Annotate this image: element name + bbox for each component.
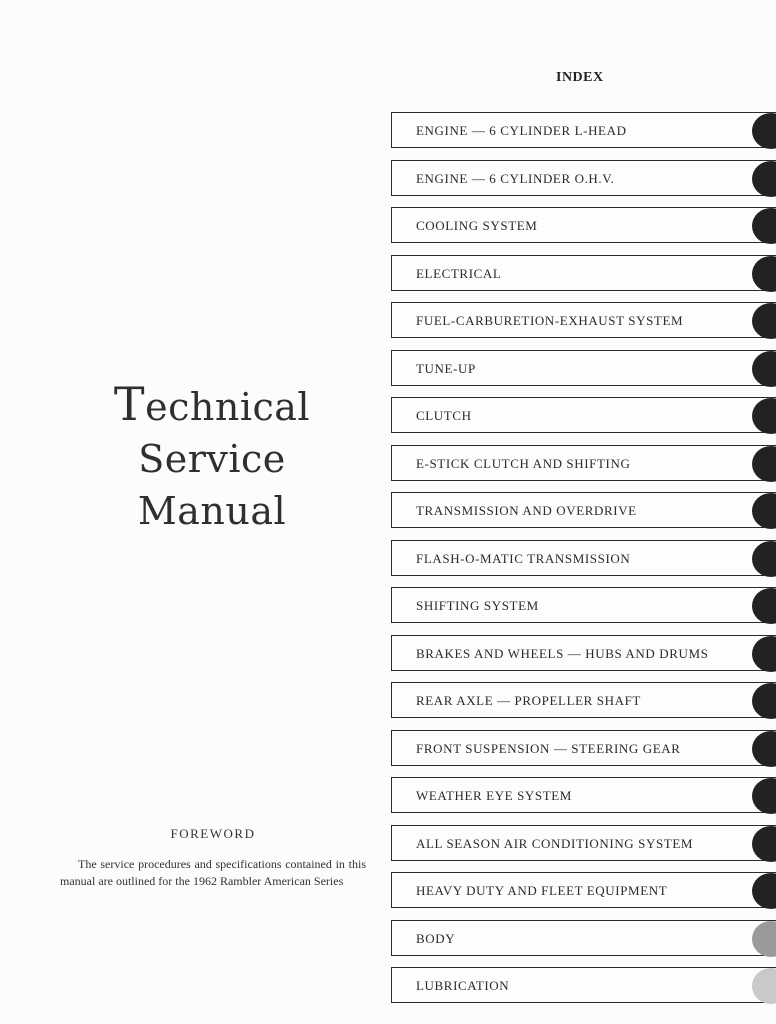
index-item-label: REAR AXLE — PROPELLER SHAFT bbox=[416, 693, 641, 708]
index-item-air-conditioning[interactable] bbox=[391, 825, 776, 861]
index-tab-marker bbox=[752, 683, 776, 719]
index-tab-marker bbox=[752, 826, 776, 862]
index-tab-marker bbox=[752, 446, 776, 482]
index-item-shifting-system[interactable] bbox=[391, 587, 776, 623]
index-tab-marker bbox=[752, 731, 776, 767]
index-tab-marker bbox=[752, 968, 776, 1004]
index-item-rear-axle[interactable] bbox=[391, 682, 776, 718]
index-item-flash-o-matic[interactable] bbox=[391, 540, 776, 576]
index-item-engine-ohv[interactable] bbox=[391, 160, 776, 196]
index-item-body[interactable] bbox=[391, 920, 776, 956]
index-tab-marker bbox=[752, 208, 776, 244]
index-tab-marker bbox=[752, 541, 776, 577]
title-line: Manual bbox=[137, 489, 287, 533]
index-item-heavy-duty-fleet[interactable] bbox=[391, 872, 776, 908]
index-item-weather-eye[interactable] bbox=[391, 777, 776, 813]
index-tab-marker bbox=[752, 873, 776, 909]
index-item-label: TRANSMISSION AND OVERDRIVE bbox=[416, 503, 637, 518]
index-item-label: BRAKES AND WHEELS — HUBS AND DRUMS bbox=[416, 645, 709, 661]
index-tab-marker bbox=[752, 398, 776, 434]
manual-title bbox=[62, 378, 362, 537]
index-item-label: ENGINE — 6 CYLINDER L-HEAD bbox=[416, 123, 627, 138]
index-item-transmission-overdrive[interactable] bbox=[391, 492, 776, 528]
index-item-label: FUEL-CARBURETION-EXHAUST SYSTEM bbox=[416, 313, 684, 328]
index-item-label: HEAVY DUTY AND FLEET EQUIPMENT bbox=[416, 883, 668, 898]
index-tab-marker bbox=[752, 351, 776, 387]
index-tab-marker bbox=[752, 921, 776, 957]
index-item-label: ALL SEASON AIR CONDITIONING SYSTEM bbox=[416, 835, 694, 851]
title-line: Service bbox=[138, 437, 286, 481]
index-tab-marker bbox=[752, 113, 776, 149]
index-tab-marker bbox=[752, 588, 776, 624]
foreword-heading: FOREWORD bbox=[170, 826, 256, 841]
index-tab-marker bbox=[752, 778, 776, 814]
index-item-tune-up[interactable] bbox=[391, 350, 776, 386]
index-item-label: FRONT SUSPENSION — STEERING GEAR bbox=[416, 740, 681, 756]
index-item-label: WEATHER EYE SYSTEM bbox=[416, 788, 572, 803]
index-item-label: COOLING SYSTEM bbox=[416, 218, 538, 233]
index-item-e-stick-clutch[interactable] bbox=[391, 445, 776, 481]
title-line: Technical bbox=[113, 377, 311, 431]
index-item-label: BODY bbox=[416, 930, 456, 946]
index-item-cooling-system[interactable] bbox=[391, 207, 776, 243]
index-heading: INDEX bbox=[556, 70, 604, 85]
foreword-section bbox=[60, 826, 366, 890]
index-item-label: SHIFTING SYSTEM bbox=[416, 598, 539, 613]
index-item-engine-l-head[interactable] bbox=[391, 112, 776, 148]
index-item-label: E-STICK CLUTCH AND SHIFTING bbox=[416, 455, 631, 471]
index-item-label: ENGINE — 6 CYLINDER O.H.V. bbox=[416, 170, 615, 186]
index-item-label: ELECTRICAL bbox=[416, 265, 502, 281]
index-item-fuel-carburetion-exhaust[interactable] bbox=[391, 302, 776, 338]
index-item-label: FLASH-O-MATIC TRANSMISSION bbox=[416, 550, 631, 566]
index-item-brakes-wheels[interactable] bbox=[391, 635, 776, 671]
index-item-electrical[interactable] bbox=[391, 255, 776, 291]
index-tab-marker bbox=[752, 256, 776, 292]
index-tab-marker bbox=[752, 493, 776, 529]
index-item-label: CLUTCH bbox=[416, 408, 472, 423]
index-tab-marker bbox=[752, 161, 776, 197]
index-item-label: LUBRICATION bbox=[416, 978, 510, 993]
index-item-clutch[interactable] bbox=[391, 397, 776, 433]
index-item-lubrication[interactable] bbox=[391, 967, 776, 1003]
index-item-front-suspension[interactable] bbox=[391, 730, 776, 766]
foreword-text: The service procedures and specifications contained in this manual are outlined for the 1962 Rambler American Series bbox=[60, 857, 366, 888]
index-tab-marker bbox=[752, 636, 776, 672]
index-item-label: TUNE-UP bbox=[416, 360, 476, 376]
index-tab-marker bbox=[752, 303, 776, 339]
